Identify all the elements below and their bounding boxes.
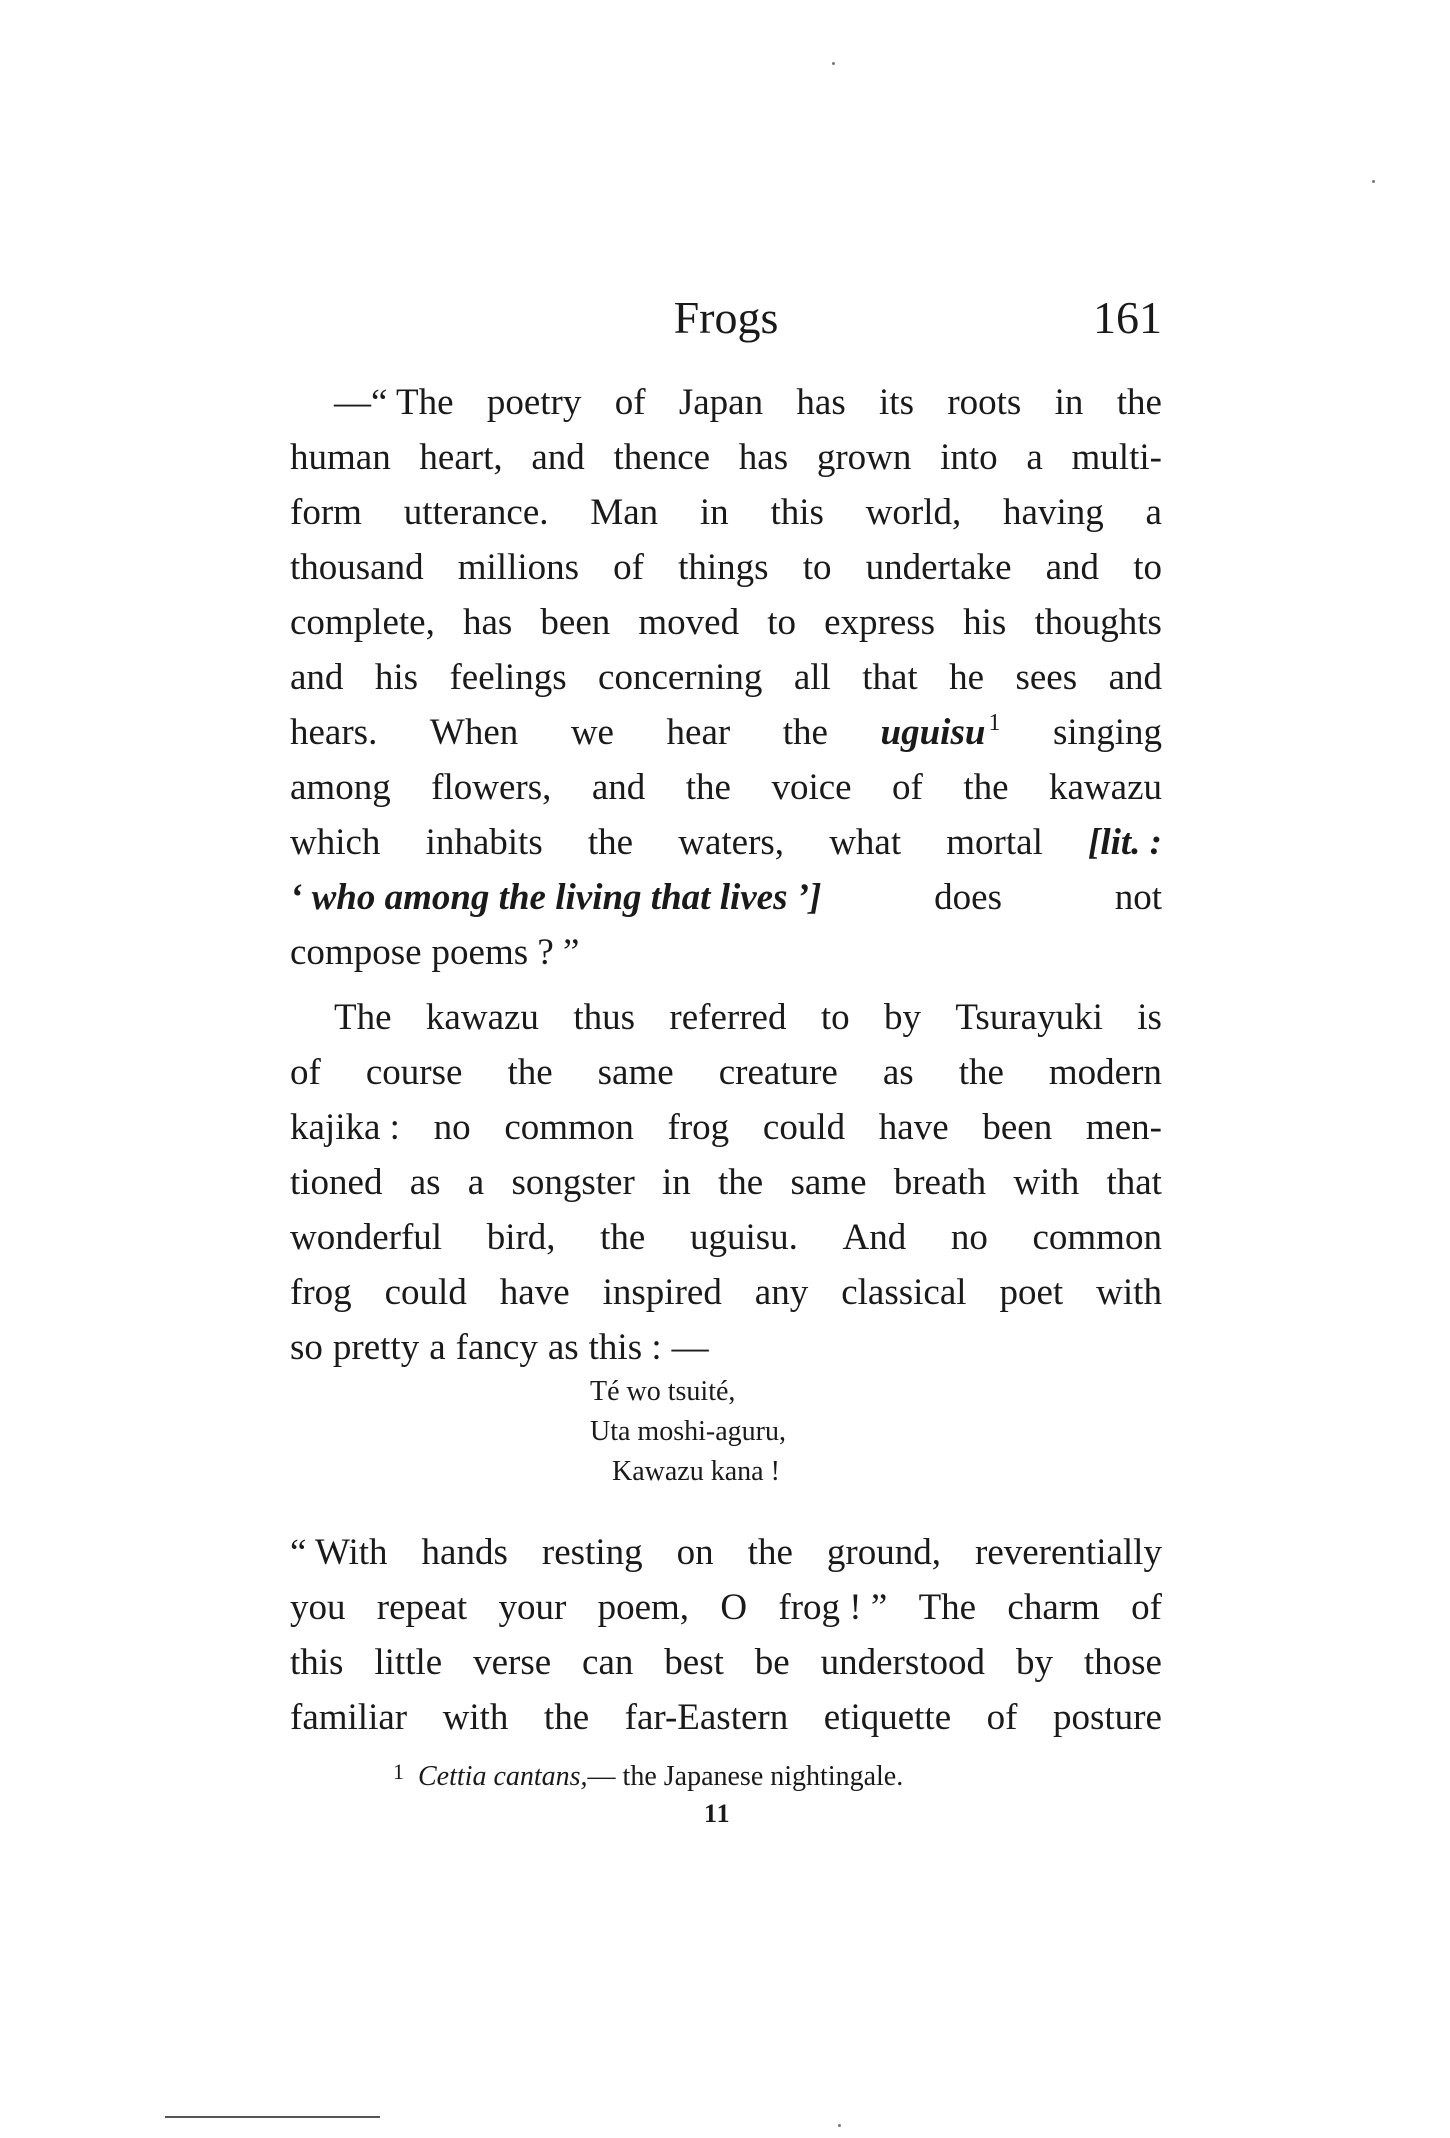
- poem: [560, 1372, 900, 1492]
- text-line: The kawazu thus referred to by Tsurayuki is: [334, 997, 1162, 1038]
- body-paragraph: [290, 1525, 1162, 1745]
- text-line: you repeat your poem, O frog ! ” The charm of: [290, 1587, 1162, 1628]
- text-line: form utterance. Man in this world, having a: [290, 492, 1162, 533]
- quotation-paragraph: [290, 375, 1162, 980]
- literal-note: [lit. :: [1088, 822, 1162, 863]
- text-line: compose poems ? ”: [290, 932, 580, 973]
- text-line: of course the same creature as the modern: [290, 1052, 1162, 1093]
- text-line: tioned as a songster in the same breath with that: [290, 1162, 1162, 1203]
- text-line: wonderful bird, the uguisu. And no common: [290, 1217, 1162, 1258]
- text-line: thousand millions of things to undertake and to: [290, 547, 1162, 588]
- footnote-text: — the Japanese nightingale.: [587, 1761, 904, 1792]
- text-line: —“ The poetry of Japan has its roots in the: [334, 382, 1162, 423]
- text-line: hears. When we hear the uguisu $^1$ singing: [290, 710, 1162, 753]
- page-number: 161: [1093, 292, 1162, 343]
- text-line: complete, has been moved to express his thoughts: [290, 602, 1162, 643]
- text-line: human heart, and thence has grown into a multi-: [290, 437, 1162, 478]
- species-name: Cettia cantans,: [418, 1761, 588, 1792]
- footnote-mark: 1: [393, 1759, 404, 1784]
- text-line: familiar with the far-Eastern etiquette of posture: [290, 1697, 1162, 1738]
- text-line: among flowers, and the voice of the kawazu: [290, 767, 1162, 808]
- footnote-reference: 1: [988, 710, 1001, 736]
- signature-mark: 11: [704, 1799, 731, 1828]
- text-line: ‘ who among the living that lives ’] does not: [290, 870, 1162, 925]
- text-line: so pretty a fancy as this : —: [290, 1327, 709, 1368]
- text-line: and his feelings concerning all that he sees and: [290, 657, 1162, 698]
- footnote: [393, 1752, 903, 1797]
- body-paragraph: [290, 990, 1162, 1375]
- text-line: frog could have inspired any classical poet with: [290, 1272, 1162, 1313]
- scan-speck: [838, 2124, 841, 2127]
- scan-edge-line: [165, 2116, 380, 2118]
- text-line: kajika : no common frog could have been men-: [290, 1107, 1162, 1148]
- text-line: “ With hands resting on the ground, reverentially: [290, 1532, 1162, 1573]
- running-head: [290, 288, 1162, 348]
- poem-line: Kawazu kana !: [612, 1456, 780, 1487]
- scan-speck: [1372, 180, 1375, 183]
- text-line: which inhabits the waters, what mortal [lit. :: [290, 815, 1162, 870]
- poem-line: Té wo tsuité,: [590, 1376, 736, 1407]
- text-line: this little verse can best be understood by those: [290, 1642, 1162, 1683]
- poem-line: Uta moshi-aguru,: [590, 1416, 786, 1447]
- running-title: Frogs: [673, 292, 779, 343]
- uguisu-term: uguisu: [880, 712, 986, 753]
- scan-speck: [832, 62, 835, 65]
- literal-translation: ‘ who among the living that lives ’]: [290, 877, 822, 918]
